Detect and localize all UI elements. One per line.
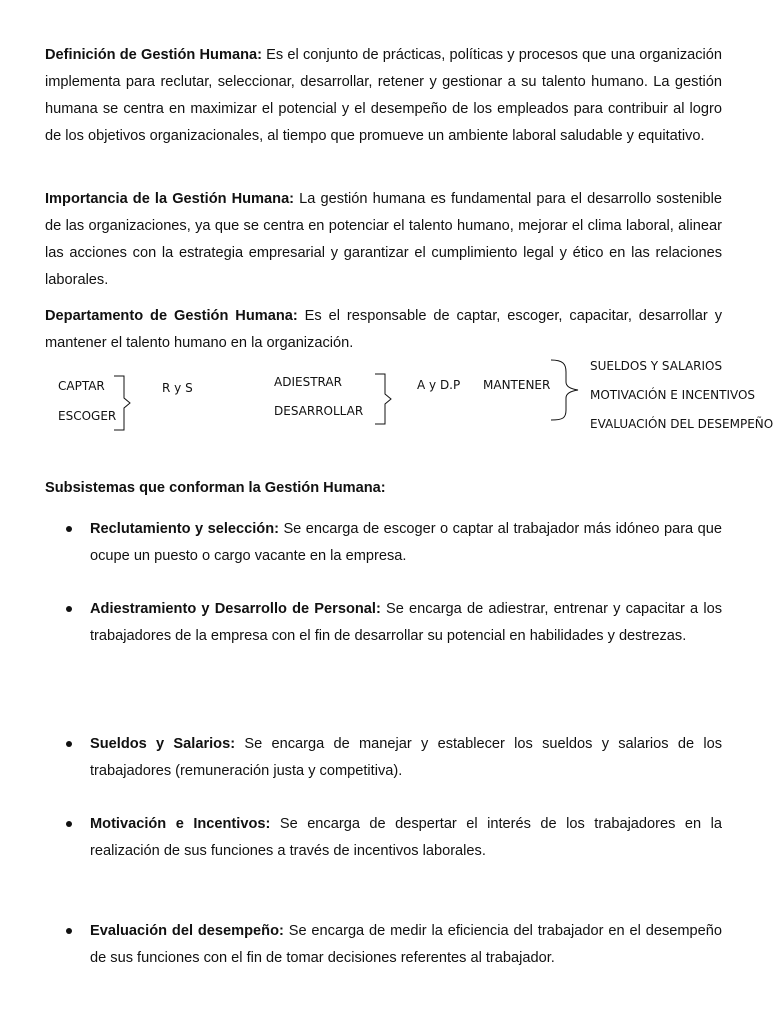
diagram-rys: R y S — [162, 381, 193, 395]
list-item-evaluacion — [90, 918, 722, 972]
brace-mantener — [549, 358, 585, 422]
bullet-dot — [66, 526, 72, 532]
diagram-motivacion: MOTIVACIÓN E INCENTIVOS — [590, 388, 756, 402]
importance-text: La gestión humana es fundamental para el desarrollo sostenible de las organizaciones, ya que se centra en potenciar el talento humano, mejorar el clima laboral, alinear las acciones con la estrategia empresarial y garantizar el cumplimiento legal y ético en las relaciones laborales. — [45, 191, 722, 288]
bullet-dot — [66, 821, 72, 827]
diagram-evaluacion: EVALUACIÓN DEL DESEMPEÑO — [590, 417, 773, 431]
diagram-sueldos: SUELDOS Y SALARIOS — [590, 359, 723, 373]
list-item-text: Se encarga de despertar el interés de los trabajadores en la realización de sus funciones a través de incentivos laborales. — [90, 816, 723, 859]
bullet-dot — [66, 606, 72, 612]
list-item-title: Motivación e Incentivos: — [90, 816, 271, 832]
list-item-text: Se encarga de manejar y establecer los sueldos y salarios de los trabajadores (remuneración justa y competitiva). — [90, 736, 722, 779]
diagram-desarrollar: DESARROLLAR — [274, 404, 364, 418]
importance-paragraph — [45, 186, 722, 294]
diagram-aydp: A y D.P — [417, 378, 461, 392]
list-item-title: Adiestramiento y Desarrollo de Personal: — [90, 601, 381, 617]
subsystems-heading: Subsistemas que conforman la Gestión Humana: — [45, 480, 386, 496]
list-item-text: Se encarga de escoger o captar al trabajador más idóneo para que ocupe un puesto o cargo vacante en la empresa. — [90, 521, 722, 564]
department-text: Es el responsable de captar, escoger, capacitar, desarrollar y mantener el talento humano en la organización. — [45, 308, 722, 351]
department-title: Departamento de Gestión Humana: — [45, 308, 298, 324]
definition-paragraph — [45, 42, 722, 150]
diagram-mantener-clip — [483, 370, 552, 392]
list-item-title: Evaluación del desempeño: — [90, 923, 284, 939]
bullet-dot — [66, 928, 72, 934]
list-item-reclutamiento — [90, 516, 722, 570]
list-item-motivacion — [90, 811, 722, 865]
definition-text: Es el conjunto de prácticas, políticas y procesos que una organización implementa para reclutar, seleccionar, desarrollar, retener y gestionar a su talento humano. La gestión humana se centra en maximizar el potencial y el desempeño de los empleados para contribuir al logro de los objetivos organizacionales, al tiempo que promueve un ambiente laboral saludable y equitativo. — [45, 47, 722, 144]
bullet-dot — [66, 741, 72, 747]
list-item-text: Se encarga de medir la eficiencia del trabajador en el desempeño de sus funciones con el fin de tomar decisiones referentes al trabajador. — [90, 923, 722, 966]
importance-title: Importancia de la Gestión Humana: — [45, 191, 295, 207]
brace-adiestrar — [373, 372, 395, 428]
list-item-text: Se encarga de adiestrar, entrenar y capacitar a los trabajadores de la empresa con el fin de desarrollar su potencial en habilidades y destrezas. — [90, 601, 722, 644]
list-item-sueldos — [90, 731, 722, 785]
diagram-mantener: MANTENER — [483, 378, 551, 392]
list-item-adiestramiento — [90, 596, 722, 650]
diagram-escoger: ESCOGER — [58, 409, 117, 423]
list-item-title: Sueldos y Salarios: — [90, 736, 236, 752]
brace-captar — [112, 374, 132, 432]
diagram-captar: CAPTAR — [58, 379, 105, 393]
department-paragraph — [45, 303, 722, 357]
list-item-title: Reclutamiento y selección: — [90, 521, 279, 537]
definition-title: Definición de Gestión Humana: — [45, 47, 262, 63]
diagram-adiestrar: ADIESTRAR — [274, 375, 342, 389]
